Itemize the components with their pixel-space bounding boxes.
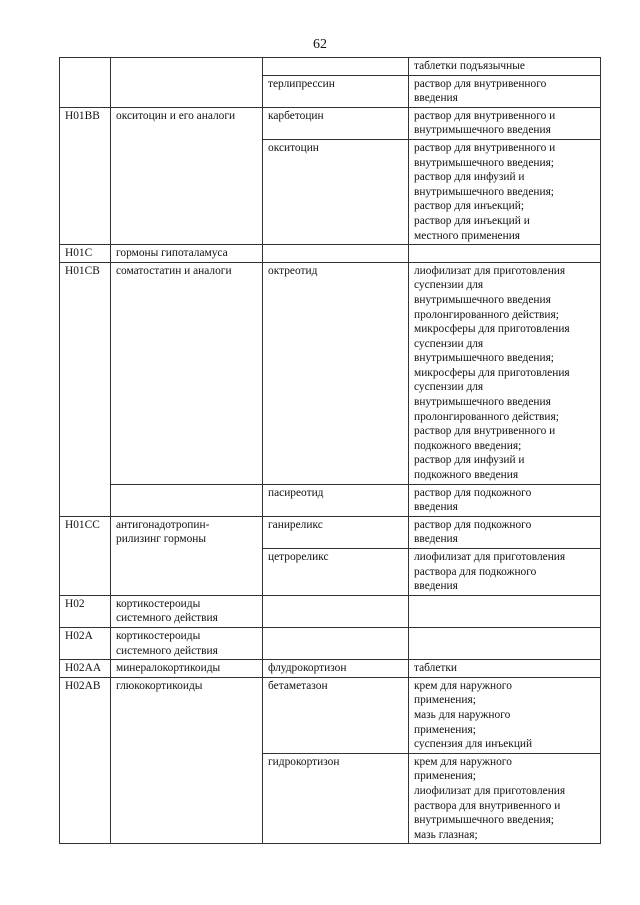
table-row <box>60 677 601 753</box>
drug-name-cell <box>263 245 409 263</box>
table-row <box>60 484 601 516</box>
atc-code-cell: H01C <box>60 245 111 263</box>
drug-name-cell: окситоцин <box>263 139 409 244</box>
dosage-form-cell <box>409 627 601 659</box>
drug-name-cell <box>263 58 409 76</box>
dosage-form-cell: лиофилизат для приготовления суспензии для внутримышечного введения пролонгированного действия; микросферы для приготовления суспензии для внутримышечного введения; микросферы для приготовления суспензии для внутримышечного введения пролонгированного действия; раствор для внутривенного и подкожного введения; раствор для инфузий и подкожного введения <box>409 262 601 484</box>
page-number: 62 <box>313 37 327 52</box>
table-row <box>60 58 601 76</box>
group-name-cell: глюкокортикоиды <box>111 677 263 844</box>
dosage-form-cell: лиофилизат для приготовления раствора для подкожного введения <box>409 549 601 596</box>
table-row <box>60 262 601 484</box>
group-name-cell: кортикостероиды системного действия <box>111 595 263 627</box>
atc-code-cell <box>60 58 111 108</box>
atc-code-cell: H02AB <box>60 677 111 844</box>
drug-name-cell: ганиреликс <box>263 516 409 548</box>
dosage-form-cell <box>409 245 601 263</box>
drug-name-cell: октреотид <box>263 262 409 484</box>
atc-code-cell: H01CC <box>60 516 111 595</box>
drug-name-cell <box>263 627 409 659</box>
atc-code-cell: H02AA <box>60 660 111 678</box>
table-row <box>60 107 601 139</box>
dosage-form-cell: таблетки <box>409 660 601 678</box>
drug-name-cell: цетрореликс <box>263 549 409 596</box>
group-name-cell: минералокортикоиды <box>111 660 263 678</box>
dosage-form-cell: раствор для подкожного введения <box>409 484 601 516</box>
group-name-cell <box>111 58 263 108</box>
dosage-form-cell: раствор для внутривенного и внутримышечного введения <box>409 107 601 139</box>
group-name-cell: окситоцин и его аналоги <box>111 107 263 244</box>
dosage-form-cell: раствор для внутривенного введения <box>409 75 601 107</box>
group-name-cell: антигонадотропин- рилизинг гормоны <box>111 516 263 595</box>
drug-name-cell: карбетоцин <box>263 107 409 139</box>
table-row <box>60 516 601 548</box>
dosage-form-cell: таблетки подъязычные <box>409 58 601 76</box>
dosage-form-cell: раствор для подкожного введения <box>409 516 601 548</box>
atc-code-cell: H02 <box>60 595 111 627</box>
table-row <box>60 245 601 263</box>
drug-table <box>59 57 601 844</box>
atc-code-cell: H01BB <box>60 107 111 244</box>
group-name-cell: кортикостероиды системного действия <box>111 627 263 659</box>
dosage-form-cell: раствор для внутривенного и внутримышечного введения; раствор для инфузий и внутримышечного введения; раствор для инъекций; раствор для инъекций и местного применения <box>409 139 601 244</box>
dosage-form-cell: крем для наружного применения; лиофилизат для приготовления раствора для внутривенного и внутримышечного введения; мазь глазная; <box>409 753 601 844</box>
drug-name-cell <box>263 595 409 627</box>
group-name-cell <box>111 484 263 516</box>
drug-name-cell: гидрокортизон <box>263 753 409 844</box>
table-row <box>60 595 601 627</box>
drug-name-cell: бетаметазон <box>263 677 409 753</box>
atc-code-cell: H02A <box>60 627 111 659</box>
atc-code-cell: H01CB <box>60 262 111 516</box>
drug-name-cell: пасиреотид <box>263 484 409 516</box>
table-row <box>60 627 601 659</box>
group-name-cell: гормоны гипоталамуса <box>111 245 263 263</box>
dosage-form-cell: крем для наружного применения; мазь для наружного применения; суспензия для инъекций <box>409 677 601 753</box>
group-name-cell: соматостатин и аналоги <box>111 262 263 484</box>
drug-name-cell: терлипрессин <box>263 75 409 107</box>
drug-name-cell: флудрокортизон <box>263 660 409 678</box>
dosage-form-cell <box>409 595 601 627</box>
table-row <box>60 660 601 678</box>
